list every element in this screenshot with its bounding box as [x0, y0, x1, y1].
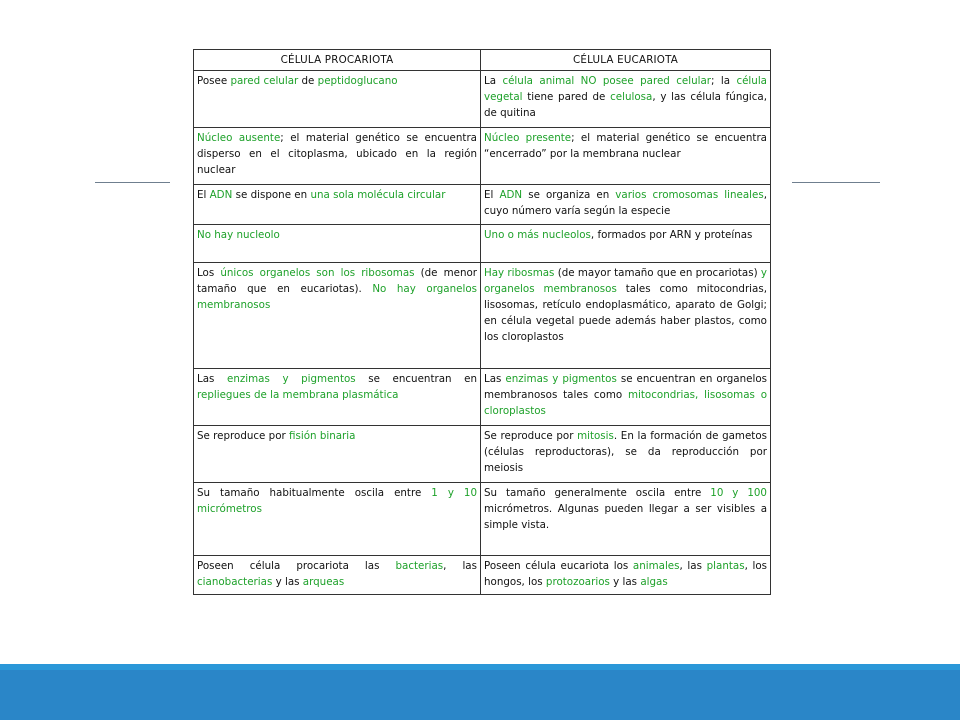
procariota-cell: [194, 369, 481, 426]
cell-text: de: [298, 75, 318, 87]
procariota-cell: [194, 426, 481, 483]
highlighted-term: arqueas: [302, 576, 345, 588]
highlighted-term: célula vegetal: [484, 75, 767, 103]
cell-text: . En la formación de gametos (células reproductoras), se da reproducción por meiosis: [484, 430, 767, 474]
eucariota-cell: [481, 225, 771, 263]
highlighted-term: plantas: [706, 560, 745, 572]
cell-text: Poseen célula procariota las: [197, 560, 396, 572]
cell-text: El: [484, 189, 500, 201]
highlighted-term: algas: [640, 576, 668, 588]
table-row: [194, 483, 771, 556]
highlighted-term: celulosa: [610, 91, 653, 103]
cell-text: , cuyo número varía según la especie: [484, 189, 768, 217]
cell-text: Se reproduce por: [197, 430, 290, 442]
cell-text: , las: [679, 560, 707, 572]
highlighted-term: y organelos membranosos: [484, 267, 767, 295]
highlighted-term: Núcleo ausente: [197, 132, 281, 144]
cell-text: , las: [443, 560, 477, 572]
cell-text: micrómetros. Algunas pueden llegar a ser visibles a simple vista.: [484, 503, 767, 531]
cell-text: (de menor tamaño que en eucariotas).: [197, 267, 478, 295]
cell-text: , los hongos, los: [484, 560, 767, 588]
cell-text: , y las célula fúngica, de quitina: [484, 91, 767, 119]
header-procariota: CÉLULA PROCARIOTA: [194, 50, 481, 71]
highlighted-term: protozoarios: [545, 576, 610, 588]
cell-text: El: [197, 189, 210, 201]
eucariota-cell: [481, 556, 771, 595]
highlighted-term: mitosis: [577, 430, 614, 442]
highlighted-term: ADN: [499, 189, 523, 201]
highlighted-term: pared celular: [230, 75, 299, 87]
cell-text: se encuentran en: [355, 373, 478, 385]
cell-text: y las: [272, 576, 303, 588]
highlighted-term: bacterias: [395, 560, 444, 572]
cell-text: y las: [609, 576, 641, 588]
table-row: [194, 263, 771, 369]
highlighted-term: 1 y 10 micrómetros: [197, 487, 477, 515]
cell-text: Poseen célula eucariota los: [484, 560, 633, 572]
highlighted-term: cianobacterias: [197, 576, 273, 588]
highlighted-term: enzimas y pigmentos: [505, 373, 617, 385]
cell-text: se dispone en: [232, 189, 311, 201]
cell-text: se encuentran en organelos membranosos tales como: [484, 373, 767, 401]
highlighted-term: peptidoglucano: [317, 75, 398, 87]
cell-text: ; el material genético se encuentra “encerrado” por la membrana nuclear: [484, 132, 767, 160]
cell-text: Las: [484, 373, 506, 385]
cell-text: ; el material genético se encuentra disperso en el citoplasma, ubicado en la región nuclear: [197, 132, 477, 176]
decorative-line-right: [792, 182, 880, 183]
cell-text: , formados por ARN y proteínas: [590, 229, 753, 241]
table-row: [194, 426, 771, 483]
cell-text: La: [484, 75, 503, 87]
procariota-cell: [194, 556, 481, 595]
cell-text: se organiza en: [522, 189, 616, 201]
procariota-cell: [194, 483, 481, 556]
cell-text: Las: [197, 373, 228, 385]
header-eucariota: CÉLULA EUCARIOTA: [481, 50, 771, 71]
highlighted-term: mitocondrias, lisosomas o cloroplastos: [484, 389, 767, 417]
cell-text: Posee: [197, 75, 231, 87]
cell-text: Los: [197, 267, 221, 279]
table-row: [194, 369, 771, 426]
highlighted-term: una sola molécula circular: [310, 189, 446, 201]
procariota-cell: [194, 263, 481, 369]
highlighted-term: No hay nucleolo: [197, 229, 280, 241]
highlighted-term: célula animal NO posee pared celular: [502, 75, 712, 87]
procariota-cell: [194, 128, 481, 185]
highlighted-term: animales: [632, 560, 680, 572]
cell-text: tiene pared de: [522, 91, 611, 103]
highlighted-term: únicos organelos son los ribosomas: [220, 267, 415, 279]
table-row: [194, 71, 771, 128]
eucariota-cell: [481, 483, 771, 556]
table-row: [194, 225, 771, 263]
cell-text: Su tamaño habitualmente oscila entre: [197, 487, 432, 499]
decorative-line-left: [95, 182, 170, 183]
table-header-row: [194, 50, 771, 71]
highlighted-term: repliegues de la membrana plasmática: [197, 389, 399, 401]
cell-text: Se reproduce por: [484, 430, 578, 442]
footer-bar: [0, 664, 960, 720]
highlighted-term: No hay organelos membranosos: [197, 283, 478, 311]
table-row: [194, 128, 771, 185]
eucariota-cell: [481, 128, 771, 185]
table-row: [194, 556, 771, 595]
cell-text: ; la: [711, 75, 737, 87]
procariota-cell: [194, 71, 481, 128]
eucariota-cell: [481, 71, 771, 128]
highlighted-term: ADN: [209, 189, 233, 201]
eucariota-cell: [481, 426, 771, 483]
table-row: [194, 185, 771, 225]
cell-text: (de mayor tamaño que en procariotas): [554, 267, 761, 279]
highlighted-term: Uno o más nucleolos: [484, 229, 591, 241]
highlighted-term: Hay ribosmas: [484, 267, 555, 279]
cell-comparison-table: [193, 49, 771, 595]
highlighted-term: 10 y 100: [710, 487, 767, 499]
highlighted-term: varios cromosomas lineales: [615, 189, 764, 201]
cell-text: tales como mitocondrias, lisosomas, retículo endoplasmático, aparato de Golgi; en célula vegetal puede además haber plastos, como los cloroplastos: [484, 283, 767, 343]
cell-text: Su tamaño generalmente oscila entre: [484, 487, 711, 499]
highlighted-term: enzimas y pigmentos: [227, 373, 356, 385]
eucariota-cell: [481, 263, 771, 369]
highlighted-term: fisión binaria: [289, 430, 356, 442]
eucariota-cell: [481, 369, 771, 426]
highlighted-term: Núcleo presente: [484, 132, 572, 144]
eucariota-cell: [481, 185, 771, 225]
procariota-cell: [194, 185, 481, 225]
procariota-cell: [194, 225, 481, 263]
